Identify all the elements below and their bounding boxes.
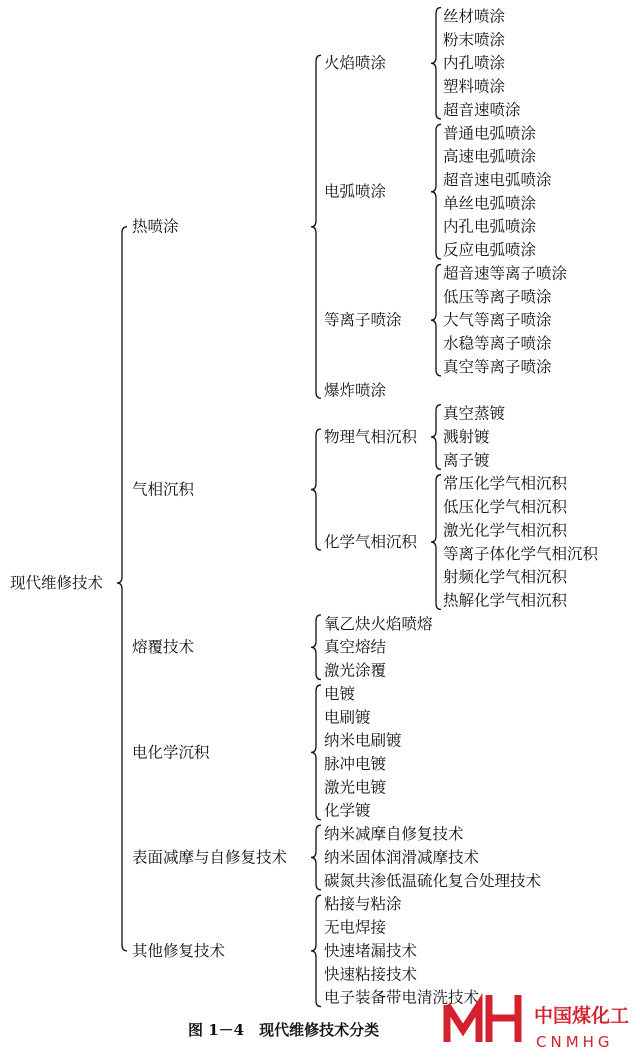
leaf-label: 塑料喷涂 xyxy=(443,77,506,96)
subcategory-label: 物理气相沉积 xyxy=(324,427,418,446)
branch-label: 气相沉积 xyxy=(132,480,195,499)
branch-brace xyxy=(311,895,321,1006)
leaf-label: 无电焊接 xyxy=(324,918,387,937)
branch-brace xyxy=(311,55,321,398)
leaf-label: 普通电弧喷涂 xyxy=(443,124,537,143)
figure-caption: 图 1－4 现代维修技术分类 xyxy=(188,1021,380,1039)
leaf-label: 真空熔结 xyxy=(324,638,387,657)
leaf-label: 反应电弧喷涂 xyxy=(443,241,537,260)
leaf-label: 真空等离子喷涂 xyxy=(443,357,552,376)
leaf-label: 脉冲电镀 xyxy=(324,755,387,774)
subcategory-label: 电弧喷涂 xyxy=(324,182,387,201)
branch-brace xyxy=(311,615,321,680)
leaf-label: 纳米固体润滑减摩技术 xyxy=(324,848,480,867)
subcategory-brace xyxy=(431,405,441,470)
subcategory-brace xyxy=(431,264,441,375)
branch-label: 其他修复技术 xyxy=(132,941,226,960)
leaf-label: 大气等离子喷涂 xyxy=(443,311,552,330)
subcategory-label: 等离子喷涂 xyxy=(324,311,402,330)
leaf-label: 水稳等离子喷涂 xyxy=(443,334,552,353)
leaf-label: 溅射镀 xyxy=(443,427,490,446)
subcategory-brace xyxy=(431,475,441,610)
leaf-label: 超音速等离子喷涂 xyxy=(443,264,568,283)
subcategory-label: 爆炸喷涂 xyxy=(324,381,387,400)
leaf-label: 超音速喷涂 xyxy=(443,100,521,119)
branch-brace xyxy=(311,429,321,550)
leaf-label: 激光化学气相沉积 xyxy=(443,521,568,540)
watermark-logo-mark xyxy=(489,995,518,1042)
leaf-label: 射频化学气相沉积 xyxy=(443,568,568,587)
leaf-label: 低压化学气相沉积 xyxy=(443,498,568,517)
leaf-label: 粉末喷涂 xyxy=(443,30,506,49)
leaf-label: 快速堵漏技术 xyxy=(324,941,418,960)
leaf-label: 激光电镀 xyxy=(324,778,387,797)
branch-label: 热喷涂 xyxy=(132,217,179,236)
leaf-label: 纳米减摩自修复技术 xyxy=(324,825,464,844)
leaf-label: 电子装备带电清洗技术 xyxy=(324,988,480,1007)
leaf-label: 碳氮共渗低温硫化复合处理技术 xyxy=(324,871,542,890)
leaf-label: 化学镀 xyxy=(324,801,371,820)
leaf-label: 内孔喷涂 xyxy=(443,54,506,73)
root-brace xyxy=(117,227,127,951)
branch-brace xyxy=(311,685,321,820)
leaf-label: 高速电弧喷涂 xyxy=(443,147,537,166)
branch-label: 电化学沉积 xyxy=(132,743,210,762)
label-layer xyxy=(10,8,599,1007)
leaf-label: 热解化学气相沉积 xyxy=(443,591,568,610)
leaf-label: 丝材喷涂 xyxy=(443,7,506,26)
branch-brace xyxy=(311,825,321,890)
leaf-label: 真空蒸镀 xyxy=(443,404,506,423)
subcategory-label: 火焰喷涂 xyxy=(324,54,387,73)
watermark-text-en: CNMHG xyxy=(536,1033,614,1051)
watermark-logo-mark xyxy=(447,1005,479,1042)
leaf-label: 激光涂覆 xyxy=(324,661,387,680)
leaf-label: 电刷镀 xyxy=(324,708,371,727)
leaf-label: 常压化学气相沉积 xyxy=(443,474,568,493)
leaf-label: 内孔电弧喷涂 xyxy=(443,217,537,236)
leaf-label: 等离子体化学气相沉积 xyxy=(443,544,599,563)
branch-label: 熔覆技术 xyxy=(132,638,195,657)
subcategory-label: 化学气相沉积 xyxy=(324,533,418,552)
leaf-label: 纳米电刷镀 xyxy=(324,731,402,750)
watermark-text-cn: 中国煤化工 xyxy=(534,1005,630,1027)
branch-label: 表面减摩与自修复技术 xyxy=(132,848,288,867)
leaf-label: 单丝电弧喷涂 xyxy=(443,194,537,213)
leaf-label: 快速粘接技术 xyxy=(324,965,418,984)
root-label: 现代维修技术 xyxy=(10,574,104,592)
leaf-label: 低压等离子喷涂 xyxy=(443,287,552,306)
leaf-label: 离子镀 xyxy=(443,451,490,470)
subcategory-brace xyxy=(431,8,441,119)
leaf-label: 粘接与粘涂 xyxy=(324,895,402,914)
leaf-label: 超音速电弧喷涂 xyxy=(443,171,552,190)
subcategory-brace xyxy=(431,124,441,259)
leaf-label: 氧乙炔火焰喷熔 xyxy=(324,614,433,633)
leaf-label: 电镀 xyxy=(324,684,356,703)
